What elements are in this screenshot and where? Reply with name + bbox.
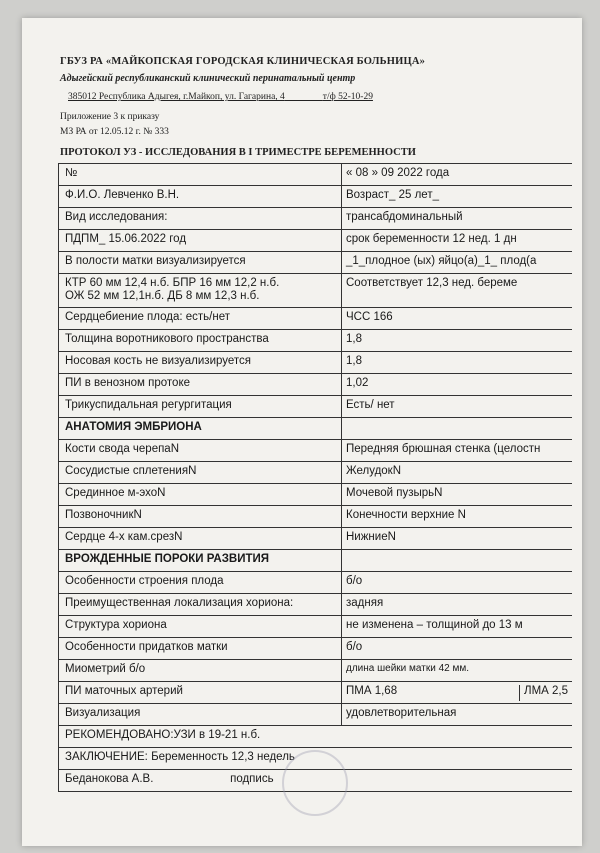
cell-label: Носовая кость не визуализируется — [58, 352, 342, 373]
stamp-mark — [282, 750, 348, 816]
section-heading: АНАТОМИЯ ЭМБРИОНА — [58, 418, 342, 439]
cell-value: _1_плодное (ых) яйцо(а)_1_ плод(а — [346, 255, 537, 267]
cell-value: Передняя брюшная стенка (целостн — [346, 443, 541, 455]
cell-value: не изменена – толщиной до 13 м — [346, 619, 523, 631]
cell-label: Визуализация — [58, 704, 342, 725]
cell-value: ПМА 1,68 ЛМА 2,5 — [342, 682, 572, 703]
cell-label: ПозвоночникN — [58, 506, 342, 527]
cell-value: трансабдоминальный — [346, 211, 463, 223]
cell-label: № — [58, 164, 342, 185]
recommendation: РЕКОМЕНДОВАНО:УЗИ в 19-21 н.б. — [58, 726, 572, 747]
cell-value: Есть/ нет — [346, 399, 395, 411]
cell-value: б/о — [346, 641, 363, 653]
cell-label: Ф.И.О. Левченко В.Н. — [58, 186, 342, 207]
protocol-table — [58, 163, 572, 792]
cell-label: Структура хориона — [58, 616, 342, 637]
cell-label: Сердце 4-х кам.срезN — [58, 528, 342, 549]
cell-value: Соответствует 12,3 нед. береме — [346, 277, 518, 289]
cell-label: ПИ в венозном протоке — [58, 374, 342, 395]
cell-value: 1,8 — [346, 355, 362, 367]
cell-value: 1,8 — [346, 333, 362, 345]
cell-label: Преимущественная локализация хориона: — [58, 594, 342, 615]
cell-value: « 08 » 09 2022 года — [346, 167, 450, 179]
center-name: Адыгейский республиканский клинический перинатальный центр — [60, 73, 356, 84]
cell-label: Срединное м-эхоN — [58, 484, 342, 505]
doctor-line: Беданокова А.В. подпись — [58, 770, 572, 791]
address-line: 385012 Республика Адыгея, г.Майкоп, ул. Гагарина, 4 т/ф 52-10-29 — [68, 92, 373, 102]
cell-label: Особенности придатков матки — [58, 638, 342, 659]
org-name: ГБУЗ РА «МАЙКОПСКАЯ ГОРОДСКАЯ КЛИНИЧЕСКАЯ БОЛЬНИЦА» — [60, 56, 426, 67]
cell-value: срок беременности 12 нед. 1 дн — [346, 233, 517, 245]
cell-label: ПИ маточных артерий — [58, 682, 342, 703]
cell-label: В полости матки визуализируется — [58, 252, 342, 273]
order-line: МЗ РА от 12.05.12 г. № 333 — [60, 127, 169, 137]
cell-label: КТР 60 мм 12,4 н.б. БПР 16 мм 12,2 н.б. ОЖ 52 мм 12,1н.б. ДБ 8 мм 12,3 н.б. — [58, 274, 342, 307]
cell-value: ЖелудокN — [346, 465, 402, 477]
cell-value: НижниеN — [346, 531, 396, 543]
cell-label: Трикуспидальная регургитация — [58, 396, 342, 417]
page-title: ПРОТОКОЛ УЗ - ИССЛЕДОВАНИЯ В I ТРИМЕСТРЕ БЕРЕМЕННОСТИ — [60, 147, 416, 158]
cell-value: задняя — [346, 597, 384, 609]
cell-value: Мочевой пузырьN — [346, 487, 443, 499]
cell-value: длина шейки матки 42 мм. — [346, 663, 469, 674]
cell-value: Возраст_ 25 лет_ — [346, 189, 439, 201]
cell-label: ПДПМ_ 15.06.2022 год — [58, 230, 342, 251]
cell-label: Сосудистые сплетенияN — [58, 462, 342, 483]
cell-value: удовлетворительная — [346, 707, 457, 719]
section-heading: ВРОЖДЕННЫЕ ПОРОКИ РАЗВИТИЯ — [58, 550, 342, 571]
cell-label: Особенности строения плода — [58, 572, 342, 593]
conclusion: ЗАКЛЮЧЕНИЕ: Беременность 12,3 недель — [58, 748, 572, 769]
cell-value: Конечности верхние N — [346, 509, 466, 521]
cell-value: ЧСС 166 — [346, 311, 393, 323]
cell-label: Вид исследования: — [58, 208, 342, 229]
cell-label: Кости свода черепаN — [58, 440, 342, 461]
cell-label: Толщина воротникового пространства — [58, 330, 342, 351]
cell-value: 1,02 — [346, 377, 369, 389]
cell-label: Сердцебиение плода: есть/нет — [58, 308, 342, 329]
cell-label: Миометрий б/о — [58, 660, 342, 681]
cell-value: б/о — [346, 575, 363, 587]
appendix-line: Приложение 3 к приказу — [60, 112, 160, 122]
